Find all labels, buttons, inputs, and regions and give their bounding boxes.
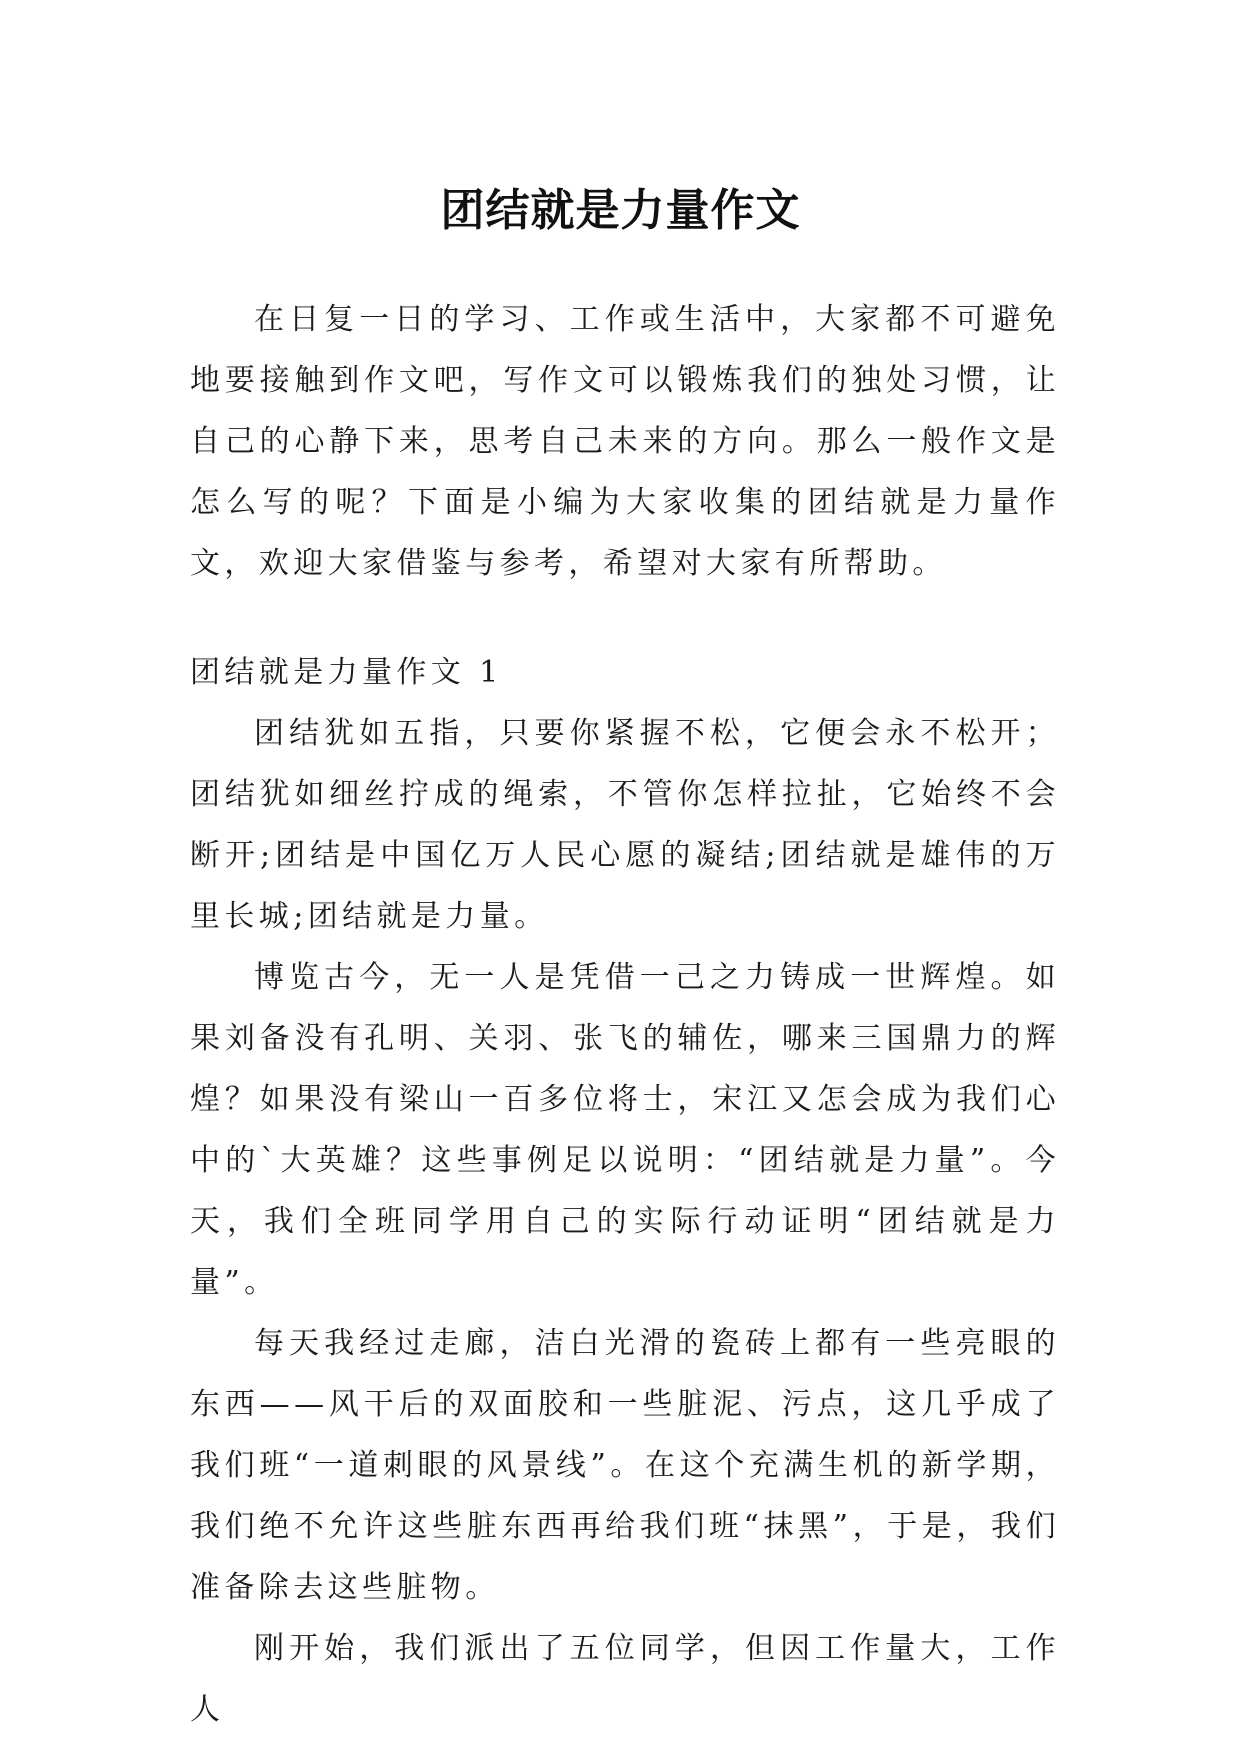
section-heading: 团结就是力量作文 1 xyxy=(190,655,503,690)
document-body xyxy=(190,289,1060,1740)
intro-paragraph: 在日复一日的学习、工作或生活中，大家都不可避免地要接触到作文吧，写作文可以锻炼我们的独处习惯，让自己的心静下来，思考自己未来的方向。那么一般作文是怎么写的呢？下面是小编为大家收集的团结就是力量作文，欢迎大家借鉴与参考，希望对大家有所帮助。 xyxy=(190,302,1060,581)
document-title: 团结就是力量作文 xyxy=(440,185,801,237)
body-paragraph: 团结犹如五指，只要你紧握不松，它便会永不松开；团结犹如细丝拧成的绳索，不管你怎样拉扯，它始终不会断开;团结是中国亿万人民心愿的凝结;团结就是雄伟的万里长城;团结就是力量。 xyxy=(190,716,1060,934)
body-paragraph: 每天我经过走廊，洁白光滑的瓷砖上都有一些亮眼的东西——风干后的双面胶和一些脏泥、污点，这几乎成了我们班“一道刺眼的风景线”。在这个充满生机的新学期，我们绝不允许这些脏东西再给我们班“抹黑”，于是，我们准备除去这些脏物。 xyxy=(190,1326,1060,1605)
body-paragraph: 博览古今，无一人是凭借一己之力铸成一世辉煌。如果刘备没有孔明、关羽、张飞的辅佐，哪来三国鼎力的辉煌？如果没有梁山一百多位将士，宋江又怎会成为我们心中的`大英雄？这些事例足以说明：“团结就是力量”。今天，我们全班同学用自己的实际行动证明“团结就是力量”。 xyxy=(190,960,1060,1300)
body-paragraph: 刚开始，我们派出了五位同学，但因工作量大，工作人 xyxy=(190,1631,1060,1727)
